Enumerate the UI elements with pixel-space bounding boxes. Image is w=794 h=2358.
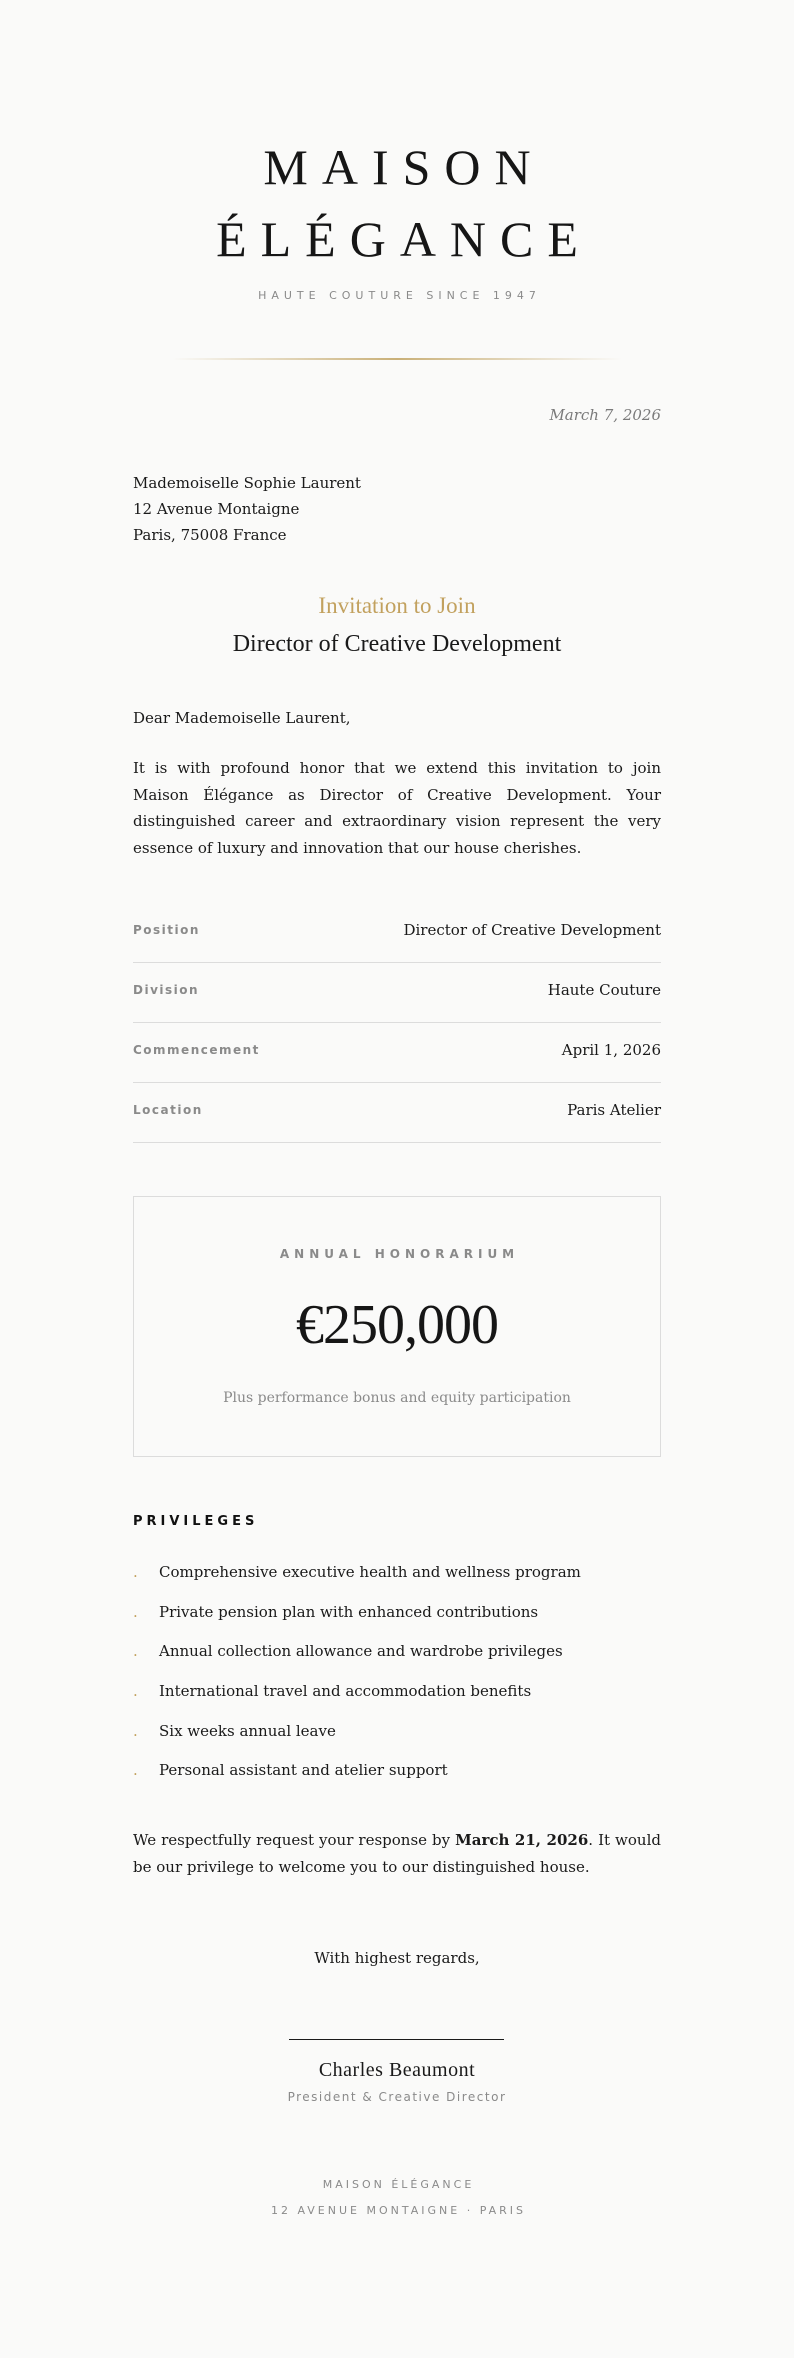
detail-value: April 1, 2026 [561,1041,661,1059]
invitation-label: Invitation to Join [318,593,476,618]
honorarium-amount: €250,000 [296,1294,498,1356]
list-item [133,1563,661,1587]
privileges-heading: PRIVILEGES [133,1514,259,1529]
bullet-icon: . [133,1682,138,1700]
detail-row-position [133,903,661,963]
salutation: Dear Mademoiselle Laurent, [133,709,351,727]
bullet-icon: . [133,1563,138,1581]
detail-value: Haute Couture [547,981,661,999]
recipient-city: Paris, 75008 France [133,526,287,544]
brand-name-line1: MAISON [263,139,545,195]
detail-label: Location [133,1103,203,1117]
privilege-text: Personal assistant and atelier support [159,1761,448,1779]
privilege-text: Private pension plan with enhanced contributions [159,1603,539,1621]
response-text-after: . It would be our privilege to welcome you to our distinguished house. [133,1831,661,1876]
detail-row-commencement [133,1023,661,1083]
bullet-icon: . [133,1722,138,1740]
privilege-text: Annual collection allowance and wardrobe privileges [159,1642,563,1660]
detail-row-division [133,963,661,1023]
header-divider [172,358,622,360]
detail-value: Director of Creative Development [403,921,661,939]
detail-label: Commencement [133,1043,260,1057]
privilege-text: International travel and accommodation benefits [159,1682,532,1700]
list-item [133,1722,661,1746]
brand-tagline: HAUTE COUTURE SINCE 1947 [258,289,541,302]
footer-address: 12 AVENUE MONTAIGNE · PARIS [270,2204,527,2217]
recipient-name: Mademoiselle Sophie Laurent [133,474,361,492]
detail-row-location [133,1083,661,1143]
signature-line [289,2039,504,2040]
list-item [133,1603,661,1627]
letter-body: It is with profound honor that we extend this invitation to join Maison Élégance as Director of Creative Development. Your distinguished career and extraordinary vision represent the very essence of luxury and innovation that our house cherishes. [133,759,661,857]
recipient-street: 12 Avenue Montaigne [133,500,300,518]
detail-label: Position [133,923,200,937]
response-deadline: March 21, 2026 [455,1831,589,1849]
list-item [133,1642,661,1666]
bullet-icon: . [133,1761,138,1779]
response-paragraph [133,1827,661,1880]
list-item [133,1682,661,1706]
signatory-title: President & Creative Director [287,2090,507,2104]
detail-value: Paris Atelier [567,1101,661,1119]
bullet-icon: . [133,1603,138,1621]
list-item [133,1761,661,1785]
letter-date: March 7, 2026 [549,406,661,424]
honorarium-label: ANNUAL HONORARIUM [279,1247,520,1261]
brand-name-line2: ÉLÉGANCE [216,211,592,267]
bullet-icon: . [133,1642,138,1660]
honorarium-card [133,1196,661,1457]
detail-label: Division [133,983,200,997]
closing-line: With highest regards, [314,1949,480,1967]
signatory-name: Charles Beaumont [318,2059,476,2081]
privilege-text: Six weeks annual leave [159,1722,336,1740]
role-title: Director of Creative Development [232,631,562,657]
response-text-before: We respectfully request your response by [133,1831,456,1849]
footer-brand: MAISON ÉLÉGANCE [322,2178,475,2191]
privilege-text: Comprehensive executive health and wellness program [159,1563,581,1581]
honorarium-note: Plus performance bonus and equity participation [223,1390,571,1406]
